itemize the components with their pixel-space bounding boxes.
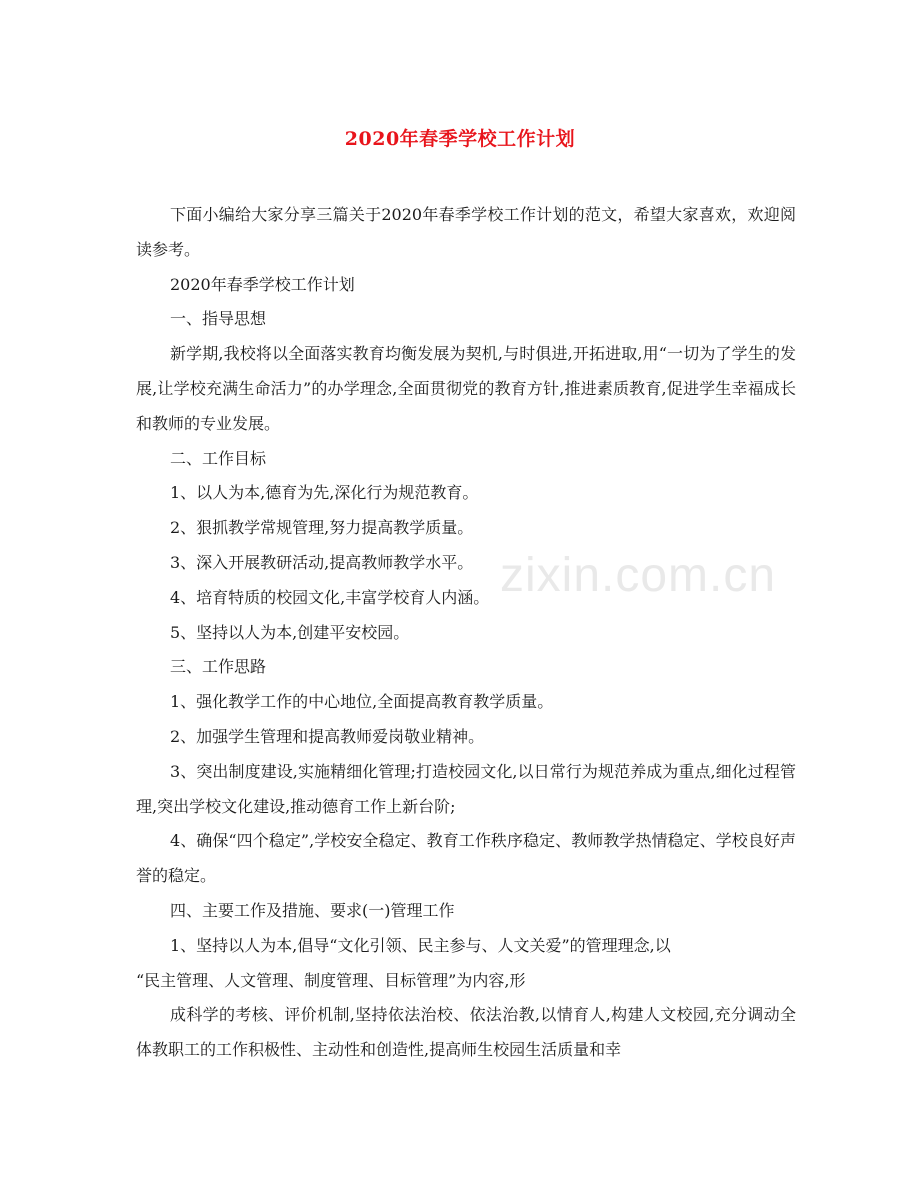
paragraph-subtitle: 2020年春季学校工作计划 bbox=[170, 274, 355, 294]
document-body bbox=[136, 198, 796, 1068]
section-heading-4: 四、主要工作及措施、要求(一)管理工作 bbox=[170, 900, 455, 920]
list-item: 1、坚持以人为本,倡导“文化引领、民主参与、人文关爱”的管理理念,以 bbox=[170, 935, 671, 955]
section-heading-3: 三、工作思路 bbox=[170, 657, 267, 677]
list-item: 2、加强学生管理和提高教师爱岗敬业精神。 bbox=[170, 726, 485, 746]
section-heading-1: 一、指导思想 bbox=[170, 309, 267, 329]
list-item: 4、确保“四个稳定”,学校安全稳定、教育工作秩序稳定、教师教学热情稳定、学校良好声誉的稳定。 bbox=[136, 831, 796, 886]
list-item: 5、坚持以人为本,创建平安校园。 bbox=[170, 622, 410, 642]
watermark: zixin.com.cn bbox=[500, 549, 777, 602]
paragraph: 成科学的考核、评价机制,坚持依法治校、依法治教,以情育人,构建人文校园,充分调动全体教职工的工作积极性、主动性和创造性,提高师生校园生活质量和幸 bbox=[136, 1005, 796, 1060]
list-item: 2、狠抓教学常规管理,努力提高教学质量。 bbox=[170, 518, 474, 538]
list-item: 4、培育特质的校园文化,丰富学校育人内涵。 bbox=[170, 587, 490, 607]
paragraph-continuation: “民主管理、人文管理、制度管理、目标管理”为内容,形 bbox=[136, 970, 526, 990]
paragraph: 新学期,我校将以全面落实教育均衡发展为契机,与时俱进,开拓进取,用“一切为了学生的发展,让学校充满生命活力”的办学理念,全面贯彻党的教育方针,推进素质教育,促进学生幸福成长和教师的专业发展。 bbox=[136, 344, 796, 433]
paragraph-intro: 下面小编给大家分享三篇关于2020年春季学校工作计划的范文，希望大家喜欢，欢迎阅读参考。 bbox=[136, 205, 796, 259]
list-item: 1、以人为本,德育为先,深化行为规范教育。 bbox=[170, 483, 479, 503]
list-item: 3、深入开展教研活动,提高教师教学水平。 bbox=[170, 552, 474, 572]
section-heading-2: 二、工作目标 bbox=[170, 448, 267, 468]
list-item: 3、突出制度建设,实施精细化管理;打造校园文化,以日常行为规范养成为重点,细化过程管理,突出学校文化建设,推动德育工作上新台阶; bbox=[136, 761, 796, 816]
document-title: 2020年春季学校工作计划 bbox=[344, 128, 576, 150]
list-item: 1、强化教学工作的中心地位,全面提高教育教学质量。 bbox=[170, 692, 554, 712]
